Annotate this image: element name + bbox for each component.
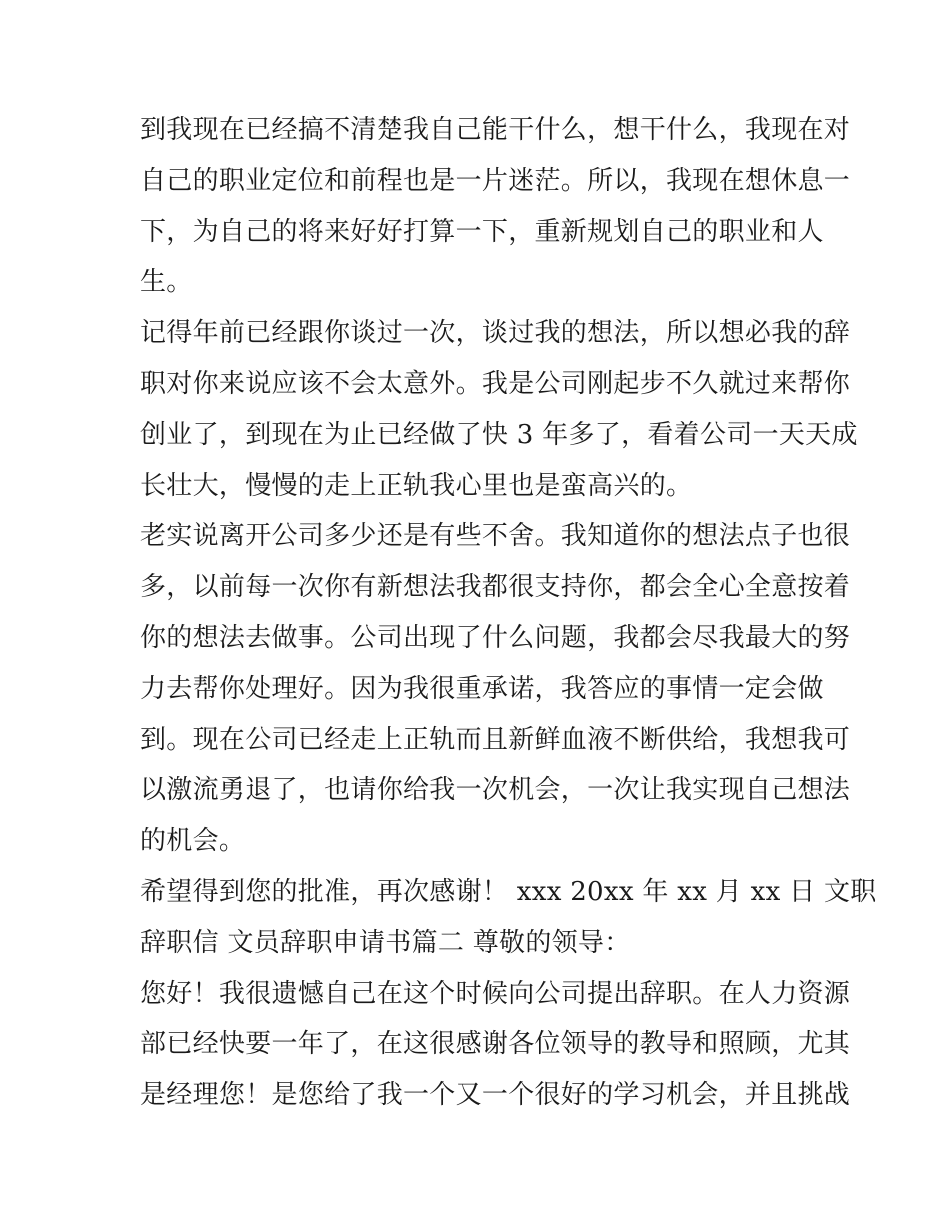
text-line: 记得年前已经跟你谈过一次，谈过我的想法，所以想必我的辞	[140, 318, 851, 349]
text-line: 你的想法去做事。公司出现了什么问题，我都会尽我最大的努	[140, 622, 851, 653]
text-line: 到我现在已经搞不清楚我自己能干什么，想干什么，我现在对	[140, 115, 851, 145]
text-line: 您好！我很遗憾自己在这个时候向公司提出辞职。在人力资源	[140, 978, 851, 1009]
body-text	[140, 110, 877, 1126]
text-line: 老实说离开公司多少还是有些不舍。我知道你的想法点子也很	[140, 521, 851, 552]
text-line: 创业了，到现在为止已经做了快 3 年多了，看着公司一天天成	[140, 419, 858, 450]
text-line: 部已经快要一年了，在这很感谢各位领导的教导和照顾，尤其	[140, 1029, 851, 1060]
text-line: 生。	[140, 267, 193, 298]
text-line: 多，以前每一次你有新想法我都很支持你，都会全心全意按着	[140, 572, 851, 603]
text-line: 是经理您！是您给了我一个又一个很好的学习机会，并且挑战	[140, 1080, 851, 1111]
text-line: 以激流勇退了，也请你给我一次机会，一次让我实现自己想法	[140, 775, 851, 806]
text-line: 到。现在公司已经走上正轨而且新鲜血液不断供给，我想我可	[140, 724, 851, 755]
text-line: 自己的职业定位和前程也是一片迷茫。所以，我现在想休息一	[140, 165, 851, 196]
text-line: 辞职信 文员辞职申请书篇二 尊敬的领导：	[140, 927, 631, 958]
text-line: 职对你来说应该不会太意外。我是公司刚起步不久就过来帮你	[140, 368, 851, 399]
text-line: 希望得到您的批准，再次感谢！ xxx 20xx 年 xx 月 xx 日 文职	[140, 876, 877, 907]
text-line: 的机会。	[140, 826, 246, 857]
text-line: 力去帮你处理好。因为我很重承诺，我答应的事情一定会做	[140, 673, 824, 704]
text-line: 下，为自己的将来好好打算一下，重新规划自己的职业和人	[140, 216, 824, 247]
text-line: 长壮大，慢慢的走上正轨我心里也是蛮高兴的。	[140, 470, 693, 501]
